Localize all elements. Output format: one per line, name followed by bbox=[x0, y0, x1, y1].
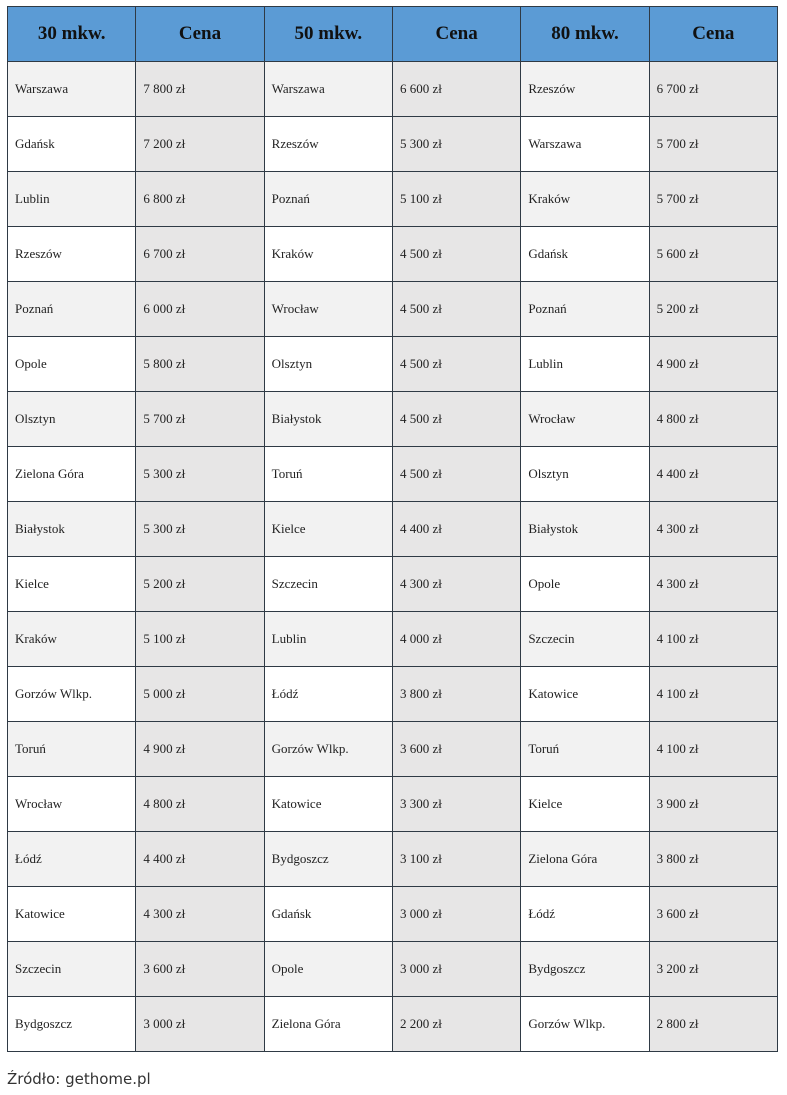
city-cell: Gdańsk bbox=[264, 887, 392, 942]
city-cell: Warszawa bbox=[264, 62, 392, 117]
table-row bbox=[8, 117, 778, 172]
price-cell: 4 500 zł bbox=[392, 447, 520, 502]
city-cell: Łódź bbox=[8, 832, 136, 887]
table-row bbox=[8, 777, 778, 832]
price-cell: 4 900 zł bbox=[649, 337, 777, 392]
table-body bbox=[8, 62, 778, 1052]
city-cell: Warszawa bbox=[521, 117, 649, 172]
city-cell: Toruń bbox=[8, 722, 136, 777]
column-header-price: Cena bbox=[392, 7, 520, 62]
city-cell: Poznań bbox=[521, 282, 649, 337]
column-header-area: 30 mkw. bbox=[8, 7, 136, 62]
price-cell: 5 100 zł bbox=[136, 612, 264, 667]
city-cell: Opole bbox=[521, 557, 649, 612]
price-cell: 2 800 zł bbox=[649, 997, 777, 1052]
city-cell: Kielce bbox=[8, 557, 136, 612]
city-cell: Kielce bbox=[264, 502, 392, 557]
city-cell: Łódź bbox=[521, 887, 649, 942]
city-cell: Rzeszów bbox=[521, 62, 649, 117]
city-cell: Olsztyn bbox=[521, 447, 649, 502]
column-header-price: Cena bbox=[136, 7, 264, 62]
price-cell: 3 600 zł bbox=[649, 887, 777, 942]
city-cell: Olsztyn bbox=[264, 337, 392, 392]
city-cell: Zielona Góra bbox=[264, 997, 392, 1052]
city-cell: Gorzów Wlkp. bbox=[8, 667, 136, 722]
price-cell: 7 800 zł bbox=[136, 62, 264, 117]
price-cell: 4 300 zł bbox=[649, 557, 777, 612]
table-row bbox=[8, 942, 778, 997]
price-cell: 5 200 zł bbox=[136, 557, 264, 612]
price-cell: 6 700 zł bbox=[649, 62, 777, 117]
price-cell: 5 300 zł bbox=[136, 447, 264, 502]
price-cell: 5 700 zł bbox=[136, 392, 264, 447]
city-cell: Bydgoszcz bbox=[521, 942, 649, 997]
column-header-area: 80 mkw. bbox=[521, 7, 649, 62]
city-cell: Opole bbox=[264, 942, 392, 997]
price-cell: 4 100 zł bbox=[649, 722, 777, 777]
table-row bbox=[8, 62, 778, 117]
city-cell: Warszawa bbox=[8, 62, 136, 117]
city-cell: Wrocław bbox=[264, 282, 392, 337]
table-row bbox=[8, 722, 778, 777]
source-caption: Źródło: gethome.pl bbox=[7, 1070, 151, 1088]
price-cell: 4 900 zł bbox=[136, 722, 264, 777]
city-cell: Rzeszów bbox=[264, 117, 392, 172]
price-cell: 3 000 zł bbox=[136, 997, 264, 1052]
table-row bbox=[8, 502, 778, 557]
price-cell: 4 400 zł bbox=[649, 447, 777, 502]
table-row bbox=[8, 832, 778, 887]
city-cell: Gorzów Wlkp. bbox=[521, 997, 649, 1052]
city-cell: Olsztyn bbox=[8, 392, 136, 447]
price-cell: 5 700 zł bbox=[649, 117, 777, 172]
city-cell: Białystok bbox=[8, 502, 136, 557]
table-row bbox=[8, 172, 778, 227]
price-table bbox=[7, 6, 778, 1052]
price-cell: 3 800 zł bbox=[392, 667, 520, 722]
table-row bbox=[8, 337, 778, 392]
city-cell: Lublin bbox=[264, 612, 392, 667]
price-cell: 3 000 zł bbox=[392, 887, 520, 942]
price-cell: 4 100 zł bbox=[649, 667, 777, 722]
table-row bbox=[8, 282, 778, 337]
city-cell: Bydgoszcz bbox=[8, 997, 136, 1052]
price-cell: 4 800 zł bbox=[649, 392, 777, 447]
city-cell: Zielona Góra bbox=[521, 832, 649, 887]
city-cell: Lublin bbox=[521, 337, 649, 392]
price-cell: 3 200 zł bbox=[649, 942, 777, 997]
city-cell: Bydgoszcz bbox=[264, 832, 392, 887]
price-cell: 3 800 zł bbox=[649, 832, 777, 887]
column-header-area: 50 mkw. bbox=[264, 7, 392, 62]
price-cell: 4 500 zł bbox=[392, 337, 520, 392]
table-row bbox=[8, 887, 778, 942]
city-cell: Gdańsk bbox=[8, 117, 136, 172]
city-cell: Gorzów Wlkp. bbox=[264, 722, 392, 777]
table-row bbox=[8, 612, 778, 667]
table-row bbox=[8, 227, 778, 282]
price-cell: 3 000 zł bbox=[392, 942, 520, 997]
price-cell: 4 500 zł bbox=[392, 282, 520, 337]
price-cell: 4 300 zł bbox=[136, 887, 264, 942]
city-cell: Zielona Góra bbox=[8, 447, 136, 502]
price-cell: 4 500 zł bbox=[392, 227, 520, 282]
city-cell: Poznań bbox=[264, 172, 392, 227]
price-cell: 4 800 zł bbox=[136, 777, 264, 832]
price-cell: 5 000 zł bbox=[136, 667, 264, 722]
price-cell: 4 300 zł bbox=[649, 502, 777, 557]
price-cell: 5 700 zł bbox=[649, 172, 777, 227]
price-cell: 6 800 zł bbox=[136, 172, 264, 227]
price-cell: 3 300 zł bbox=[392, 777, 520, 832]
price-cell: 5 800 zł bbox=[136, 337, 264, 392]
column-header-price: Cena bbox=[649, 7, 777, 62]
price-cell: 7 200 zł bbox=[136, 117, 264, 172]
city-cell: Lublin bbox=[8, 172, 136, 227]
city-cell: Łódź bbox=[264, 667, 392, 722]
table-row bbox=[8, 447, 778, 502]
city-cell: Wrocław bbox=[8, 777, 136, 832]
city-cell: Kraków bbox=[521, 172, 649, 227]
price-cell: 4 000 zł bbox=[392, 612, 520, 667]
city-cell: Białystok bbox=[521, 502, 649, 557]
city-cell: Katowice bbox=[264, 777, 392, 832]
city-cell: Kraków bbox=[264, 227, 392, 282]
price-cell: 4 100 zł bbox=[649, 612, 777, 667]
city-cell: Katowice bbox=[8, 887, 136, 942]
city-cell: Szczecin bbox=[264, 557, 392, 612]
price-cell: 5 200 zł bbox=[649, 282, 777, 337]
city-cell: Gdańsk bbox=[521, 227, 649, 282]
city-cell: Kraków bbox=[8, 612, 136, 667]
table-row bbox=[8, 392, 778, 447]
city-cell: Toruń bbox=[521, 722, 649, 777]
city-cell: Toruń bbox=[264, 447, 392, 502]
city-cell: Rzeszów bbox=[8, 227, 136, 282]
price-cell: 3 900 zł bbox=[649, 777, 777, 832]
price-cell: 5 300 zł bbox=[392, 117, 520, 172]
header-row bbox=[8, 7, 778, 62]
price-cell: 4 300 zł bbox=[392, 557, 520, 612]
table-row bbox=[8, 997, 778, 1052]
price-cell: 5 100 zł bbox=[392, 172, 520, 227]
city-cell: Katowice bbox=[521, 667, 649, 722]
price-cell: 3 600 zł bbox=[136, 942, 264, 997]
city-cell: Kielce bbox=[521, 777, 649, 832]
price-cell: 4 400 zł bbox=[392, 502, 520, 557]
price-cell: 5 600 zł bbox=[649, 227, 777, 282]
city-cell: Opole bbox=[8, 337, 136, 392]
table-header bbox=[8, 7, 778, 62]
price-cell: 4 500 zł bbox=[392, 392, 520, 447]
price-cell: 6 600 zł bbox=[392, 62, 520, 117]
price-cell: 3 100 zł bbox=[392, 832, 520, 887]
city-cell: Poznań bbox=[8, 282, 136, 337]
price-cell: 6 700 zł bbox=[136, 227, 264, 282]
table-row bbox=[8, 557, 778, 612]
table-row bbox=[8, 667, 778, 722]
price-cell: 6 000 zł bbox=[136, 282, 264, 337]
city-cell: Szczecin bbox=[8, 942, 136, 997]
city-cell: Szczecin bbox=[521, 612, 649, 667]
price-cell: 2 200 zł bbox=[392, 997, 520, 1052]
city-cell: Wrocław bbox=[521, 392, 649, 447]
price-cell: 4 400 zł bbox=[136, 832, 264, 887]
price-cell: 5 300 zł bbox=[136, 502, 264, 557]
price-cell: 3 600 zł bbox=[392, 722, 520, 777]
city-cell: Białystok bbox=[264, 392, 392, 447]
